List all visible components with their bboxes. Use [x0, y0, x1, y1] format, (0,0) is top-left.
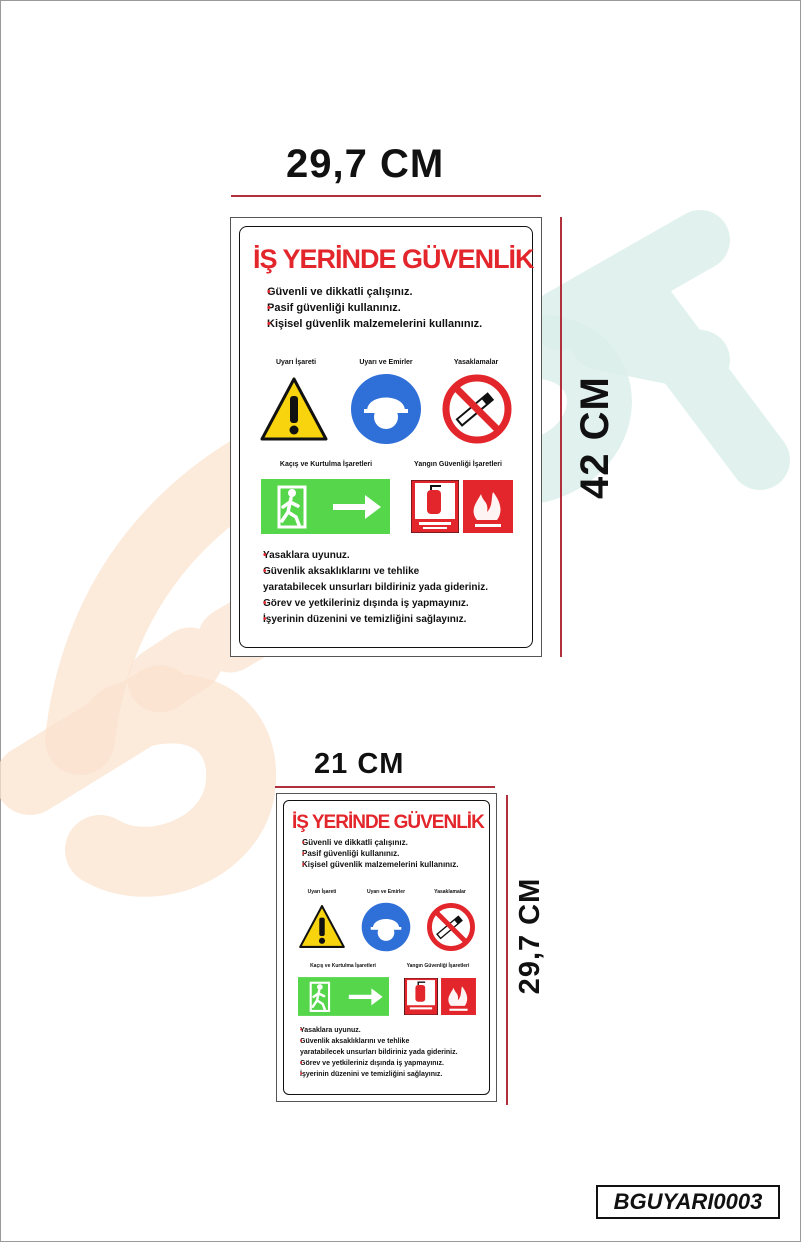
- large-caption-mandatory: Uyarı ve Emirler: [359, 359, 413, 366]
- large-caption-prohibition: Yasaklamalar: [453, 359, 499, 366]
- small-rule-bottom-4: • İşyerinin düzenini ve temizliğini sağlayınız.: [292, 1071, 458, 1082]
- head-protection-mandatory-icon: [350, 373, 422, 445]
- small-rule-bottom-3: • Görev ve yetkileriniz dışında iş yapmayınız.: [292, 1060, 458, 1071]
- fire-alarm-icon: [463, 480, 513, 533]
- small-rule-top-1: • Güvenli ve dikkatli çalışınız.: [292, 838, 459, 849]
- large-rule-bottom-4: • İşyerinin düzenini ve temizliğini sağlayınız.: [253, 614, 488, 630]
- small-rule-bottom-2: • Güvenlik aksaklıklarını ve tehlike: [292, 1038, 458, 1049]
- small-caption-prohibition: Yasaklamalar: [434, 889, 466, 895]
- large-caption-warning: Uyarı İşareti: [275, 359, 317, 366]
- fire-extinguisher-icon: [411, 480, 459, 533]
- small-rule-top-2: • Pasif güvenliği kullanınız.: [292, 849, 459, 860]
- large-sign-title: İŞ YERİNDE GÜVENLİK: [253, 244, 534, 274]
- no-smoking-icon: [441, 373, 513, 445]
- watermark-letter-b: [30, 700, 241, 862]
- large-caption-fire: Yangın Güvenliği İşaretleri: [414, 461, 502, 468]
- large-safety-sign: [230, 217, 542, 657]
- large-rule-bottom-2: • Güvenlik aksaklıklarını ve tehlike: [253, 566, 488, 582]
- large-rule-bottom-1: • Yasaklara uyunuz.: [253, 550, 488, 566]
- small-rules-bottom: [292, 1027, 458, 1082]
- small-caption-warning: Uyarı İşareti: [307, 889, 337, 895]
- large-rule-top-3: • Kişisel güvenlik malzemelerini kullanınız.: [253, 318, 482, 334]
- emergency-exit-icon: [261, 479, 390, 534]
- warning-triangle-icon: [259, 376, 329, 442]
- large-rule-top-1: • Güvenli ve dikkatli çalışınız.: [253, 286, 482, 302]
- large-rules-top: [253, 286, 482, 334]
- large-height-line: [560, 217, 562, 657]
- large-width-line: [231, 195, 541, 197]
- product-code-label: BGUYARI0003: [596, 1185, 780, 1219]
- fire-alarm-icon: [441, 978, 476, 1015]
- small-width-label: 21 CM: [314, 748, 405, 780]
- warning-triangle-icon: [298, 904, 346, 949]
- emergency-exit-icon: [298, 977, 389, 1016]
- small-width-line: [275, 786, 495, 788]
- no-smoking-icon: [426, 902, 476, 952]
- head-protection-mandatory-icon: [361, 902, 411, 952]
- small-rule-top-3: • Kişisel güvenlik malzemelerini kullanınız.: [292, 860, 459, 871]
- large-rule-top-2: • Pasif güvenliği kullanınız.: [253, 302, 482, 318]
- large-width-label: 29,7 CM: [286, 142, 445, 186]
- large-caption-exit: Kaçış ve Kurtulma İşaretleri: [279, 461, 373, 468]
- small-sign-title: İŞ YERİNDE GÜVENLİK: [292, 812, 484, 833]
- small-rules-top: [292, 838, 459, 871]
- small-rule-bottom-2b: yaratabilecek unsurları bildiriniz yada gideriniz.: [300, 1049, 458, 1056]
- small-caption-fire: Yangın Güvenliği İşaretleri: [406, 963, 470, 969]
- fire-extinguisher-icon: [404, 978, 438, 1015]
- small-rule-bottom-1: • Yasaklara uyunuz.: [292, 1027, 458, 1038]
- small-safety-sign: [276, 793, 497, 1102]
- large-rules-bottom: [253, 550, 488, 630]
- large-rule-bottom-3: • Görev ve yetkileriniz dışında iş yapmayınız.: [253, 598, 488, 614]
- large-rule-bottom-2b: yaratabilecek unsurları bildiriniz yada gideriniz.: [263, 582, 489, 593]
- small-height-label: 29,7 CM: [514, 877, 546, 995]
- small-caption-mandatory: Uyarı ve Emirler: [366, 889, 406, 895]
- small-height-line: [506, 795, 508, 1105]
- large-height-label: 42 CM: [573, 376, 617, 499]
- small-caption-exit: Kaçış ve Kurtulma İşaretleri: [310, 963, 376, 969]
